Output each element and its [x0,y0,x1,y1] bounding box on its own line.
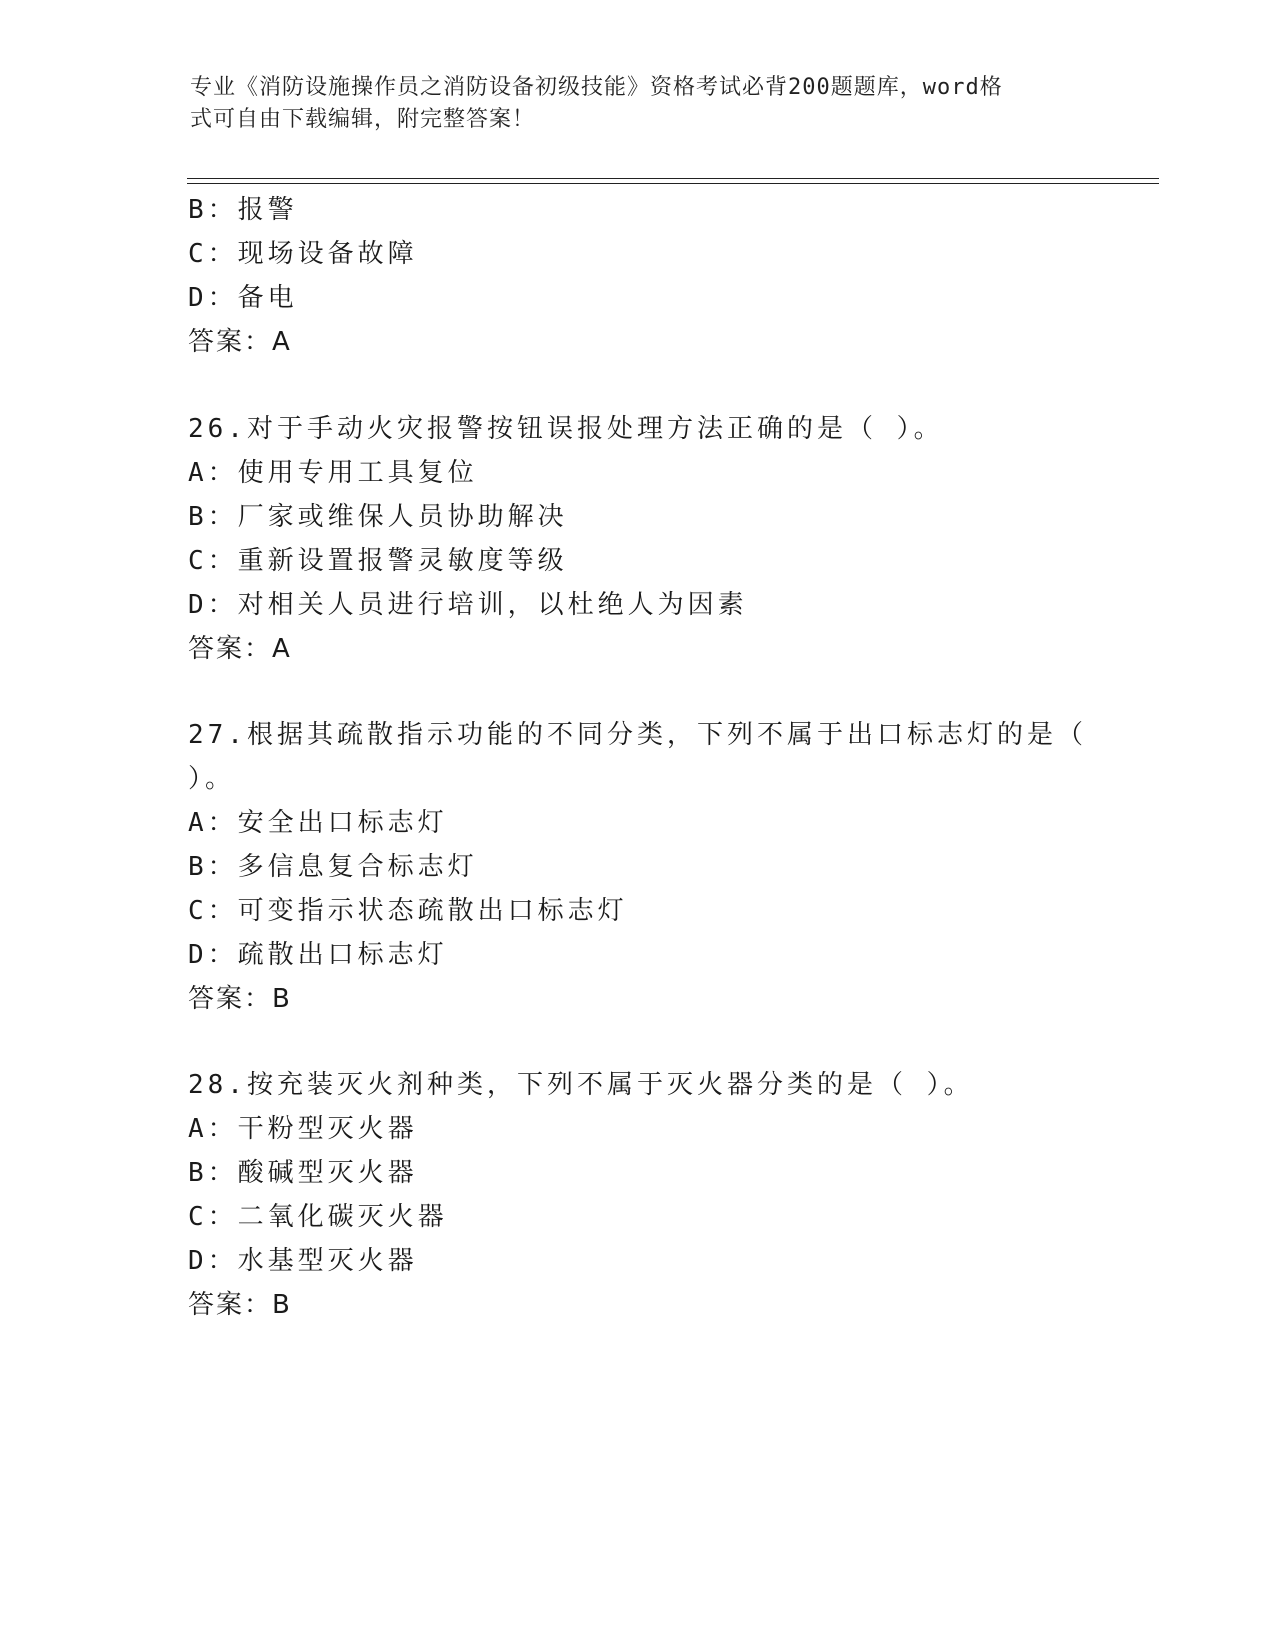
q25-option-b: B：报警 [188,195,298,225]
q27-option-b: B：多信息复合标志灯 [188,852,478,882]
q26-option-a: A：使用专用工具复位 [188,458,478,488]
q27-option-d: D：疏散出口标志灯 [188,940,448,970]
q26-answer: 答案：A [188,634,292,664]
header-title-line-2: 式可自由下载编辑，附完整答案！ [190,107,536,132]
q28-question: 28.按充装灭火剂种类，下列不属于灭火器分类的是（ ）。 [188,1070,974,1100]
q26-option-b: B：厂家或维保人员协助解决 [188,502,568,532]
q25-option-c: C：现场设备故障 [188,239,418,269]
q28-answer: 答案：B [188,1290,292,1320]
q25-answer: 答案：A [188,327,292,357]
document-header [190,72,1090,136]
header-divider-bottom [187,183,1159,184]
q28-option-b: B：酸碱型灭火器 [188,1158,418,1188]
q27-question-line-2: ）。 [188,764,236,794]
q27-answer: 答案：B [188,984,292,1014]
q26-option-d: D：对相关人员进行培训，以杜绝人为因素 [188,590,748,620]
header-divider-top [187,178,1159,179]
q26-option-c: C：重新设置报警灵敏度等级 [188,546,568,576]
q28-option-c: C：二氧化碳灭火器 [188,1202,448,1232]
q25-option-d: D：备电 [188,283,298,313]
q26-question: 26.对于手动火灾报警按钮误报处理方法正确的是（ ）。 [188,414,944,444]
q28-option-a: A：干粉型灭火器 [188,1114,418,1144]
header-title-line-1: 专业《消防设施操作员之消防设备初级技能》资格考试必背200题题库，word格 [190,75,1003,100]
q27-option-c: C：可变指示状态疏散出口标志灯 [188,896,628,926]
q27-option-a: A：安全出口标志灯 [188,808,448,838]
q28-option-d: D：水基型灭火器 [188,1246,418,1276]
q27-question-line-1: 27.根据其疏散指示功能的不同分类，下列不属于出口标志灯的是（ [188,720,1087,750]
